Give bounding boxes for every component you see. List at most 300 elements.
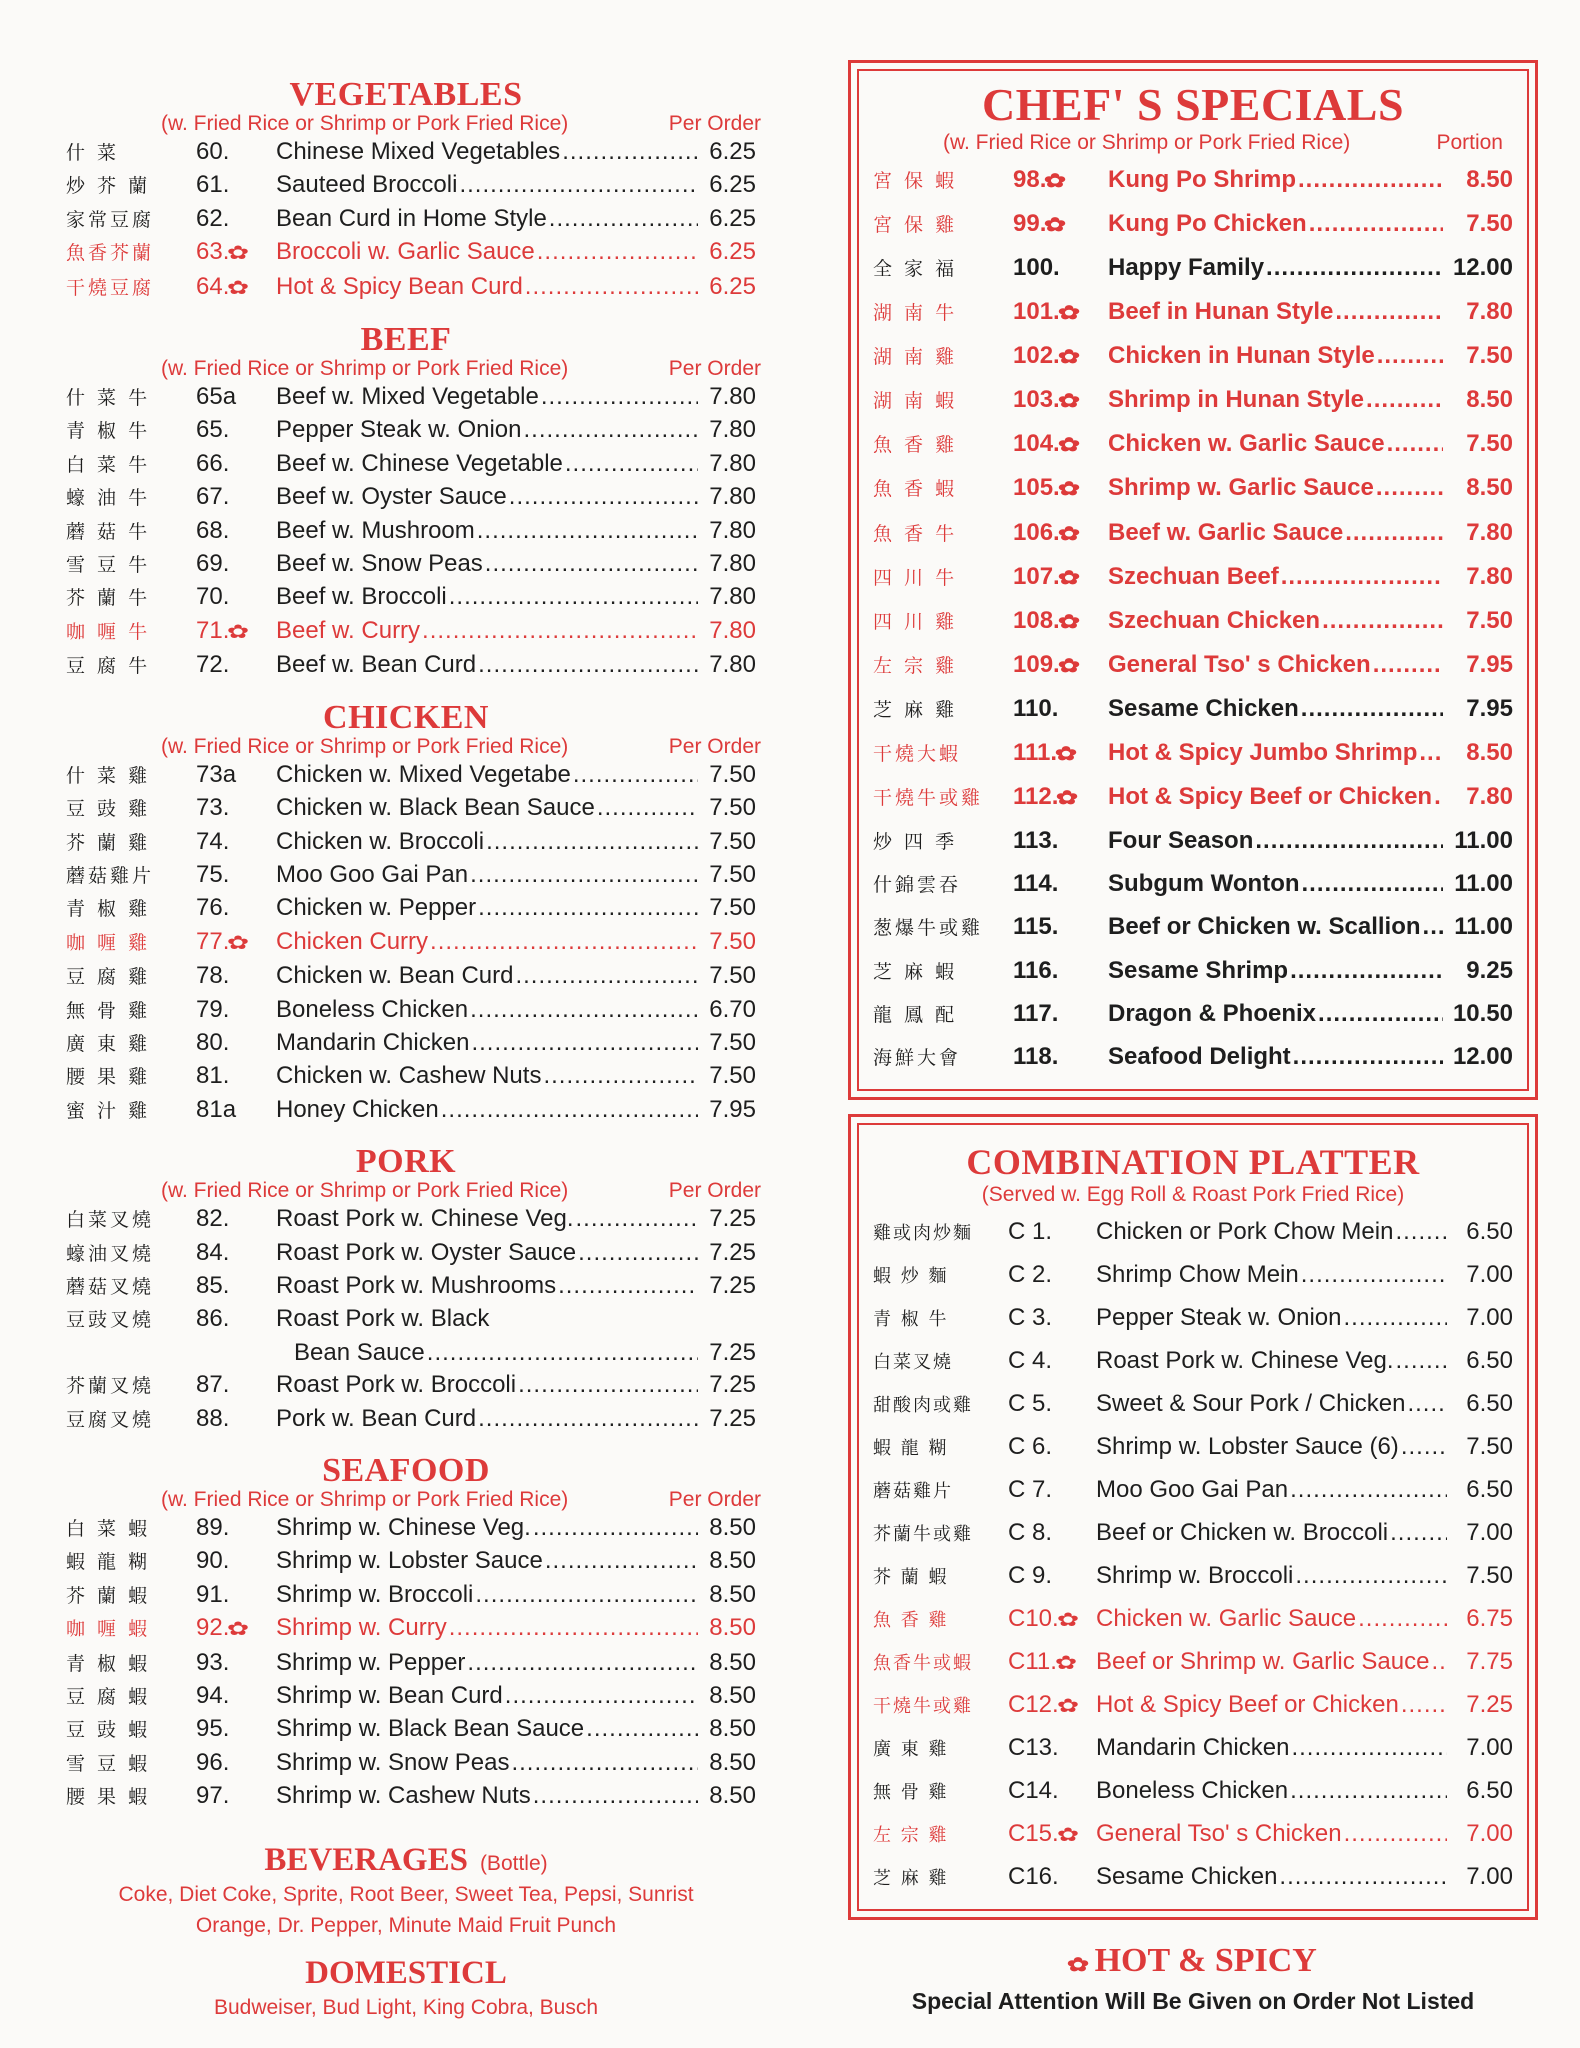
item-name: Kung Po Shrimp (1108, 166, 1296, 193)
item-name-line (1108, 467, 1443, 509)
dot-leader (1366, 379, 1443, 421)
menu-item (873, 600, 1513, 644)
item-name-line (276, 1369, 698, 1401)
dot-leader (597, 792, 698, 824)
dot-leader (1295, 1555, 1447, 1596)
item-name-line (276, 1060, 698, 1092)
item-price: 12.00 (1452, 1043, 1513, 1071)
item-price: 6.25 (709, 171, 756, 199)
dot-leader (562, 136, 698, 168)
item-price: 7.95 (709, 1095, 756, 1123)
menu-item (873, 467, 1513, 511)
item-price: 7.50 (709, 927, 756, 955)
item-name-line (276, 1512, 698, 1544)
item-number (1013, 247, 1108, 289)
item-price: 8.50 (709, 1748, 756, 1776)
item-number-text: C11. (1008, 1648, 1057, 1676)
item-number (196, 515, 276, 547)
chef-subtitle-text: (w. Fried Rice or Shrimp or Pork Fried Rice) (943, 131, 1351, 154)
menu-item (66, 1027, 756, 1060)
item-number (1008, 1598, 1096, 1641)
menu-item (66, 859, 756, 892)
item-name-line (276, 1545, 698, 1577)
menu-item (873, 1727, 1513, 1770)
dot-leader (1301, 1254, 1447, 1295)
menu-item (66, 759, 756, 792)
item-number (196, 548, 276, 580)
item-name-line (294, 1337, 698, 1369)
section-subtitle-right: Per Order (668, 1488, 761, 1511)
item-number (1013, 600, 1108, 644)
item-number-text: 109. (1013, 651, 1060, 679)
item-name-line (1108, 291, 1443, 333)
item-number-text: 90. (196, 1547, 230, 1575)
chinese-name: 青 椒 牛 (873, 1309, 949, 1331)
item-price: 7.50 (709, 962, 756, 990)
item-price: 7.50 (1466, 607, 1513, 635)
chinese-name: 豆 豉 雞 (66, 798, 151, 821)
item-name: Shrimp w. Curry (276, 1614, 447, 1642)
item-name: Chicken w. Black Bean Sauce (276, 794, 595, 822)
menu-item (66, 649, 756, 682)
chinese-name: 蠔 油 牛 (66, 487, 151, 510)
chinese-name: 雪 豆 牛 (66, 554, 151, 577)
item-name: Chicken w. Pepper (276, 894, 477, 922)
item-number-text: 68. (196, 516, 230, 544)
item-name: Sweet & Sour Pork / Chicken (1096, 1390, 1406, 1418)
item-number (196, 1369, 276, 1401)
menu-item (873, 1770, 1513, 1813)
special-attention-note: Special Attention Will Be Given on Order Not Listed (911, 1988, 1475, 2015)
item-name: Roast Pork w. Oyster Sauce (276, 1238, 577, 1266)
dot-leader (1302, 863, 1443, 905)
item-price: 7.80 (709, 516, 756, 544)
chinese-name: 蠔油叉燒 (66, 1242, 155, 1265)
item-price: 6.25 (709, 204, 756, 232)
domestic-list: Budweiser, Bud Light, King Cobra, Busch (213, 1995, 599, 2019)
chinese-name: 青 椒 雞 (66, 898, 151, 921)
item-name-line (1108, 644, 1443, 686)
item-name: Shrimp w. Chinese Veg. (276, 1514, 531, 1541)
chinese-name: 湖 南 牛 (873, 301, 958, 324)
item-number (196, 381, 276, 413)
item-name-line (276, 792, 698, 824)
item-price: 8.50 (709, 1514, 756, 1541)
item-name-line (276, 1203, 698, 1235)
item-name: Mandarin Chicken (1096, 1734, 1290, 1762)
item-number-text: 114. (1013, 870, 1059, 898)
item-name-line (276, 203, 698, 235)
dot-leader (533, 1512, 698, 1544)
item-price: 8.50 (1466, 386, 1513, 414)
item-number (196, 1512, 276, 1544)
item-price: 7.50 (1466, 1433, 1513, 1461)
item-name: Sesame Shrimp (1108, 956, 1289, 984)
item-name: Seafood Delight (1108, 1043, 1291, 1071)
item-number-text: 87. (196, 1371, 230, 1399)
item-name-line (276, 649, 698, 681)
item-name-line (1096, 1856, 1447, 1897)
item-name: Roast Pork w. Black (276, 1305, 490, 1333)
chinese-name: 芥蘭叉燒 (66, 1375, 155, 1398)
dot-leader (1309, 203, 1443, 245)
item-name-line (276, 381, 698, 413)
item-name: Hot & Spicy Jumbo Shrimp (1108, 738, 1418, 766)
item-number-text: 73a (196, 760, 237, 788)
menu-item (66, 826, 756, 859)
item-number (1013, 863, 1108, 905)
chinese-name: 蘑 菇 牛 (66, 520, 151, 543)
item-name-line (1108, 247, 1443, 289)
item-number (1008, 1211, 1096, 1252)
item-number (1013, 512, 1108, 556)
item-name-line (276, 236, 698, 268)
item-number (196, 1203, 276, 1235)
item-name: Chicken w. Bean Curd (276, 962, 514, 990)
section-subtitle (66, 1179, 761, 1203)
item-name: Sesame Chicken (1096, 1863, 1278, 1891)
dot-leader (1291, 1727, 1447, 1768)
menu-item (873, 1512, 1513, 1555)
item-number (1013, 203, 1108, 247)
chinese-name: 魚香芥蘭 (66, 242, 155, 265)
dot-leader (523, 414, 698, 446)
menu-item (873, 906, 1513, 949)
item-name-line (1108, 600, 1443, 642)
chinese-name: 家常豆腐 (66, 208, 155, 231)
chinese-name: 雪 豆 蝦 (66, 1752, 151, 1775)
item-name-line (276, 1237, 698, 1269)
item-number-text: 74. (196, 827, 230, 855)
item-name-line (1108, 688, 1443, 730)
item-name: Pepper Steak w. Onion (1096, 1304, 1342, 1332)
item-price: 8.50 (1466, 474, 1513, 502)
item-name-line (276, 1713, 698, 1745)
chinese-name: 宮 保 雞 (873, 214, 958, 237)
item-name: Chicken w. Garlic Sauce (1096, 1605, 1357, 1633)
item-name: Broccoli w. Garlic Sauce (276, 238, 535, 266)
item-name: Kung Po Chicken (1108, 210, 1307, 238)
item-number (196, 1680, 276, 1712)
item-number-text: 117. (1013, 999, 1059, 1027)
menu-item (873, 776, 1513, 820)
item-name: Pork w. Bean Curd (276, 1404, 477, 1432)
dot-leader (1343, 1297, 1447, 1338)
hot-pepper-icon: ✿ (227, 277, 250, 299)
dot-leader (1407, 1383, 1447, 1424)
dot-leader (478, 892, 698, 924)
chinese-name: 魚 香 雞 (873, 1610, 949, 1632)
dot-leader (1290, 1469, 1447, 1510)
section-subtitle-text: (w. Fried Rice or Shrimp or Pork Fried Rice) (161, 1488, 569, 1511)
hot-spicy-title: HOT & SPICY (1094, 1942, 1317, 1980)
item-name-line (1096, 1684, 1447, 1725)
item-name: Szechuan Chicken (1108, 607, 1321, 635)
dot-leader (541, 381, 698, 413)
item-number (1008, 1512, 1096, 1553)
dot-leader (459, 169, 698, 201)
item-name: Roast Pork w. Chinese Veg. (1096, 1347, 1394, 1375)
item-price: 8.50 (709, 1580, 756, 1608)
dot-leader (478, 649, 698, 681)
dot-leader (525, 271, 698, 303)
menu-item (66, 581, 756, 614)
item-price: 6.25 (709, 238, 756, 266)
item-number-text: 92. (196, 1614, 230, 1642)
chinese-name: 四 川 牛 (873, 566, 958, 589)
chinese-name: 宮 保 蝦 (873, 170, 958, 192)
menu-item (873, 1598, 1513, 1641)
dot-leader (471, 1027, 698, 1059)
chinese-name: 豆豉叉燒 (66, 1309, 155, 1332)
item-number-text: 111. (1013, 738, 1058, 766)
menu-item (873, 512, 1513, 556)
chinese-name: 魚 香 雞 (873, 434, 958, 457)
item-number (1013, 1036, 1108, 1078)
dot-leader (1322, 600, 1443, 642)
dot-leader (1423, 906, 1443, 948)
item-number (1013, 644, 1108, 688)
item-name-line (1108, 820, 1443, 862)
item-price: 8.50 (709, 1614, 756, 1642)
item-price: 6.25 (709, 138, 756, 165)
chinese-name: 豆 腐 牛 (66, 655, 151, 678)
left-column (66, 68, 761, 2023)
section-subtitle-text: (w. Fried Rice or Shrimp or Pork Fried Rice) (161, 357, 569, 381)
combination-list (873, 1211, 1513, 1899)
item-number-text: 73. (196, 794, 230, 822)
item-number (1008, 1684, 1096, 1727)
chinese-name: 腰 果 蝦 (66, 1786, 151, 1809)
menu-item (66, 1647, 756, 1680)
item-name-line (1108, 950, 1443, 992)
item-number-text: 82. (196, 1205, 230, 1233)
item-number-text: C 8. (1008, 1519, 1053, 1547)
item-name-line (276, 994, 698, 1026)
item-number (196, 1545, 276, 1577)
item-name: Chicken w. Broccoli (276, 827, 485, 855)
chinese-name: 湖 南 蝦 (873, 390, 958, 413)
item-name: Chicken or Pork Chow Mein (1096, 1218, 1394, 1246)
item-number (1008, 1426, 1096, 1467)
item-number (1013, 379, 1108, 423)
item-number (196, 481, 276, 513)
menu-item (873, 159, 1513, 203)
dot-leader (1396, 1340, 1448, 1381)
dot-leader (1401, 1426, 1447, 1467)
item-number (196, 1027, 276, 1059)
item-price: 7.95 (1466, 651, 1513, 679)
item-price: 7.80 (1466, 562, 1513, 590)
dot-leader (449, 581, 698, 613)
item-number (196, 169, 276, 201)
item-price: 7.25 (709, 1404, 756, 1432)
chinese-name: 咖 喱 蝦 (66, 1618, 151, 1641)
item-price: 8.50 (1466, 166, 1513, 193)
item-name-line (276, 1403, 698, 1435)
dot-leader (470, 994, 698, 1026)
beverages-title-text: BEVERAGES (264, 1841, 468, 1878)
item-name: Sauteed Broccoli (276, 171, 458, 199)
dot-leader (549, 203, 698, 235)
chinese-name: 白 菜 牛 (66, 453, 151, 476)
item-number-text: C13. (1008, 1734, 1059, 1762)
item-number (196, 1612, 276, 1646)
chinese-name: 蘑菇雞片 (66, 864, 155, 887)
item-number-text: 91. (196, 1580, 230, 1608)
chinese-name: 蝦 龍 糊 (873, 1438, 949, 1460)
item-name-line (1108, 776, 1443, 818)
item-price: 7.50 (709, 760, 756, 788)
chinese-name: 白菜叉燒 (66, 1209, 155, 1232)
item-number (196, 1647, 276, 1679)
item-number (1013, 993, 1108, 1035)
item-price: 10.50 (1452, 999, 1513, 1027)
dot-leader (1335, 291, 1443, 333)
chinese-name: 左 宗 雞 (873, 655, 958, 678)
item-number-text: 106. (1013, 518, 1060, 546)
menu-item (66, 792, 756, 825)
item-number-text: 108. (1013, 607, 1060, 635)
chinese-name: 廣 東 雞 (66, 1032, 151, 1055)
item-name-line (276, 481, 698, 513)
chinese-name: 蘑菇雞片 (873, 1481, 953, 1503)
item-name: Roast Pork w. Chinese Veg. (276, 1205, 574, 1233)
item-price: 7.25 (709, 1371, 756, 1399)
item-number-text: 85. (196, 1271, 230, 1299)
item-number (1013, 467, 1108, 511)
item-name-line (276, 926, 698, 958)
domestic-title: DOMESTICL (305, 1954, 507, 1991)
item-name: Beef or Chicken w. Broccoli (1096, 1519, 1389, 1547)
item-number (196, 792, 276, 824)
item-name: General Tso' s Chicken (1096, 1820, 1342, 1848)
item-name-line (1108, 512, 1443, 554)
item-number (196, 859, 276, 891)
dot-leader (1401, 1684, 1447, 1725)
dot-leader (427, 1337, 698, 1369)
section-subtitle (66, 1488, 761, 1512)
item-name-line (276, 581, 698, 613)
item-name: Four Season (1108, 827, 1254, 855)
item-name-line (276, 1094, 698, 1126)
dot-leader (1358, 1598, 1447, 1639)
item-name: Boneless Chicken (1096, 1777, 1289, 1805)
item-name-line (276, 1612, 698, 1644)
hot-pepper-icon: ✿ (1057, 346, 1080, 368)
item-name: Mandarin Chicken (276, 1028, 470, 1056)
chinese-name: 腰 果 雞 (66, 1066, 151, 1089)
chinese-name: 海鮮大會 (873, 1047, 962, 1070)
item-name: Shrimp w. Bean Curd (276, 1682, 503, 1710)
item-number-text: 107. (1013, 562, 1060, 590)
item-name: Shrimp in Hunan Style (1108, 386, 1365, 414)
menu-item (873, 1426, 1513, 1469)
menu-item (66, 1094, 756, 1127)
beverages-line-1: Coke, Diet Coke, Sprite, Root Beer, Sweet Tea, Pepsi, Sunrist (118, 1882, 694, 1906)
menu-item (873, 556, 1513, 600)
item-name-line (1096, 1211, 1447, 1252)
item-number (196, 236, 276, 270)
item-number (1013, 335, 1108, 379)
chinese-name: 干燒牛或雞 (873, 1696, 973, 1718)
item-name-line (276, 1303, 698, 1335)
menu-item (66, 1303, 756, 1336)
item-number-text: C 3. (1008, 1304, 1053, 1332)
item-number-text: C16. (1008, 1863, 1059, 1891)
chinese-name: 芥 蘭 蝦 (66, 1584, 151, 1607)
item-number (196, 892, 276, 924)
item-price: 7.25 (709, 1205, 756, 1233)
dot-leader (1387, 423, 1443, 465)
item-number-text: C 9. (1008, 1562, 1053, 1590)
item-name-line (1096, 1770, 1447, 1811)
hot-pepper-icon: ✿ (227, 1619, 250, 1641)
item-number-text: 98. (1013, 166, 1047, 193)
item-price: 7.00 (1466, 1261, 1513, 1289)
menu-item (66, 236, 756, 270)
item-name: Beef w. Garlic Sauce (1108, 518, 1344, 546)
item-number-text: 72. (196, 651, 230, 679)
item-name: Chicken w. Cashew Nuts (276, 1062, 542, 1090)
item-name: Pepper Steak w. Onion (276, 416, 522, 444)
item-name: Honey Chicken (276, 1095, 439, 1123)
menu-item (66, 1680, 756, 1713)
hot-pepper-icon: ✿ (1057, 656, 1080, 678)
item-price: 9.25 (1466, 956, 1513, 984)
hot-pepper-icon: ✿ (1056, 1696, 1079, 1718)
item-price: 6.50 (1466, 1777, 1513, 1805)
hot-pepper-icon: ✿ (1044, 171, 1067, 192)
chinese-name: 咖 喱 牛 (66, 620, 151, 643)
item-number-text: 65. (196, 416, 230, 444)
item-name-line (276, 759, 698, 791)
item-number (1013, 291, 1108, 335)
item-name-line (276, 615, 698, 647)
dot-leader (533, 1780, 698, 1812)
menu-item (873, 688, 1513, 731)
item-name: Chicken w. Garlic Sauce (1108, 430, 1385, 458)
item-number (1008, 1770, 1096, 1811)
dot-leader (1434, 776, 1443, 818)
item-name: Shrimp w. Broccoli (276, 1580, 474, 1608)
menu-item (873, 1856, 1513, 1899)
chinese-name: 芝 麻 雞 (873, 1868, 949, 1890)
item-number-text: 70. (196, 583, 230, 611)
dot-leader (578, 1237, 698, 1269)
item-number-text: 80. (196, 1028, 230, 1056)
item-number (196, 649, 276, 681)
item-number-text: 63. (196, 238, 230, 266)
hot-pepper-icon: ✿ (1054, 743, 1078, 765)
menu-item (66, 448, 756, 481)
item-number-text: 65a (196, 383, 237, 411)
item-name-line (276, 414, 698, 446)
item-name: Beef w. Curry (276, 616, 421, 644)
menu-item (66, 1203, 756, 1236)
item-price: 7.50 (1466, 341, 1513, 369)
item-name-line (1108, 423, 1443, 465)
dot-leader (1344, 1813, 1447, 1854)
item-name-line (1096, 1254, 1447, 1295)
section-title: CHICKEN (323, 698, 489, 736)
item-number-text: 81. (196, 1062, 230, 1090)
item-number-text: 104. (1013, 430, 1060, 458)
item-name-line (1108, 906, 1443, 948)
item-number (196, 271, 276, 305)
dot-leader (422, 615, 698, 647)
item-name: Beef w. Chinese Vegetable (276, 449, 563, 477)
